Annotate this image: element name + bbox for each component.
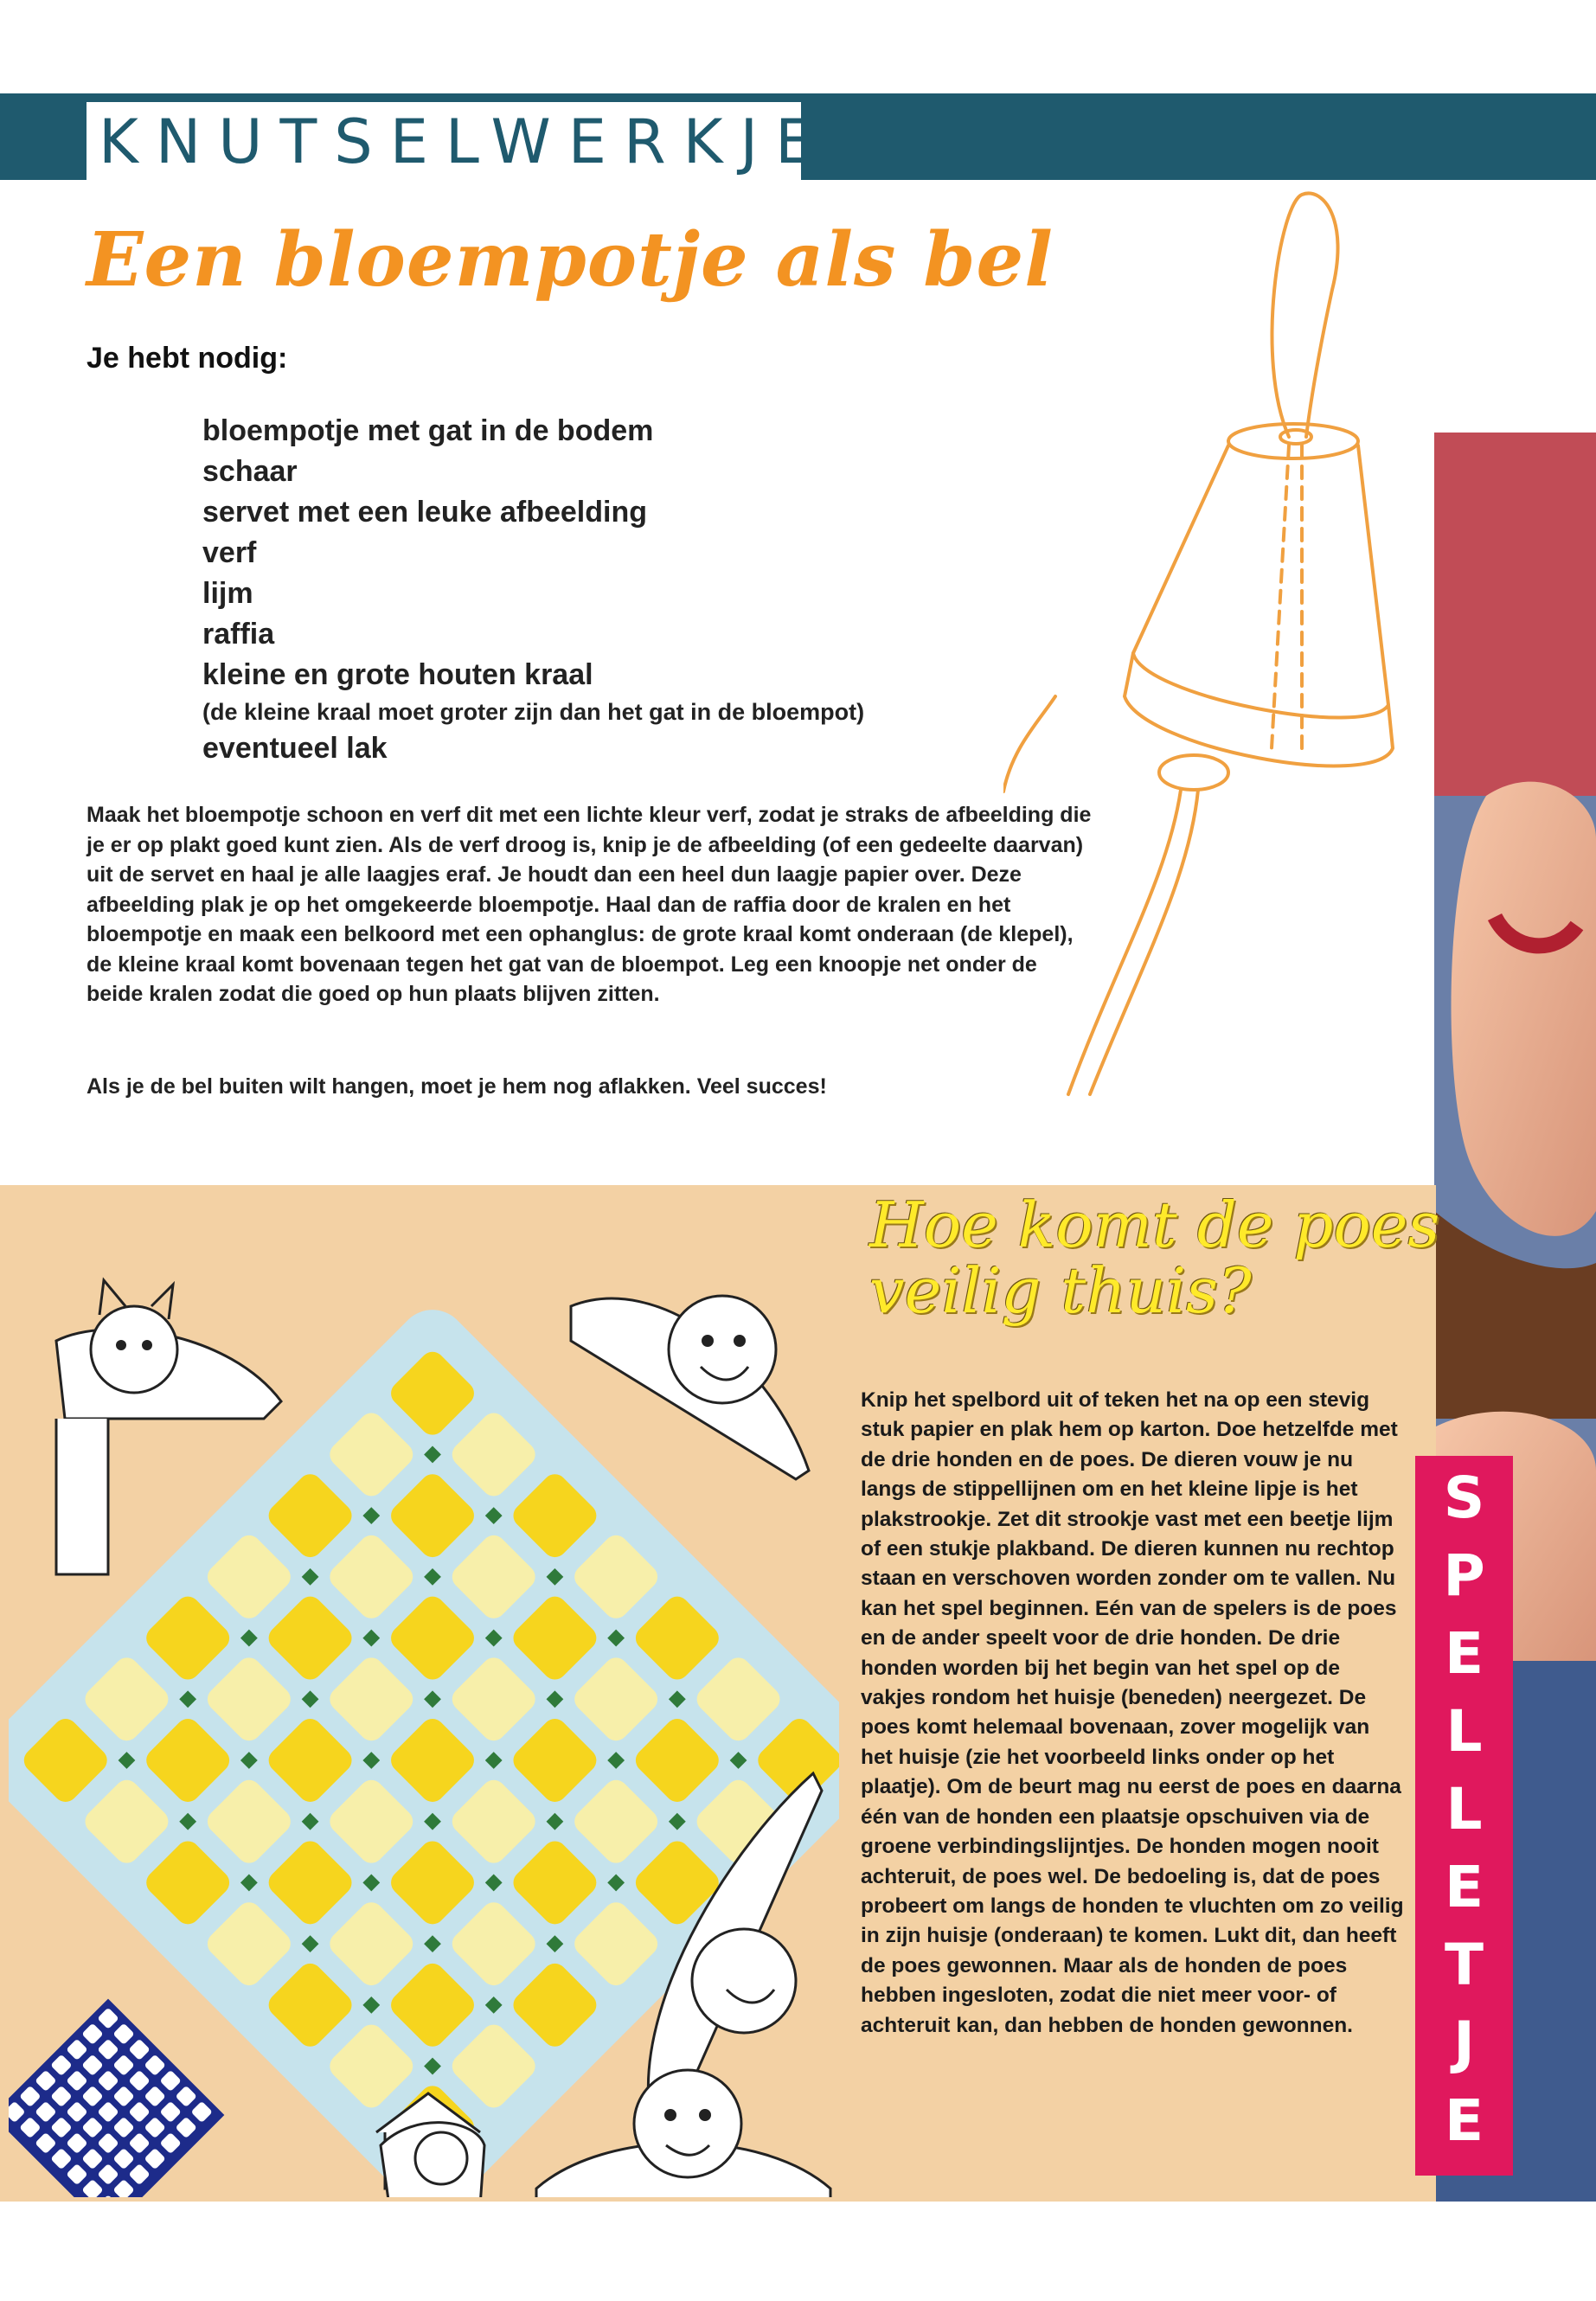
dog-figure-small bbox=[381, 2123, 484, 2197]
craft-closing: Als je de bel buiten wilt hangen, moet je hem nog aflakken. Veel succes! bbox=[87, 1074, 827, 1099]
game-title-line-1: Hoe komt de poes bbox=[869, 1189, 1440, 1261]
tab-letter: L bbox=[1445, 1698, 1483, 1765]
tab-letter: P bbox=[1443, 1542, 1485, 1609]
craft-title: Een bloempotje als bel bbox=[87, 216, 1054, 304]
material-item: schaar bbox=[202, 455, 298, 488]
spelletje-tab bbox=[1415, 1456, 1513, 2176]
bell-wave bbox=[1003, 696, 1055, 792]
game-instructions: Knip het spelbord uit of teken het na op een stevig stuk papier en plak hem op karton. Doe hetzelfde met de drie honden en de poes. De dieren vouw je nu langs de stippellijnen om en het kleine lipje is het plakstrookje. Zet dit strookje vast met een beetje lijm of een stukje plakband. De dieren kunnen nu rechtop staan en verschoven worden zonder om te vallen. Nu kan het spel beginnen. Eén van de spelers is de poes en de ander speelt voor de drie honden. De drie honden worden bij het begin van het spel op de vakjes rondom het huisje (beneden) neergezet. De poes komt helemaal bovenaan, zover mogelijk van het huisje (zie het voorbeeld links onder op het plaatje). Om de beurt mag nu eerst de poes en daarna één van de honden een plaatsje opschuiven via de groene verbindingslijntjes. De honden mogen nooit achteruit, de poes wel. De bedoeling is, dat de poes probeert om langs de honden te vluchten om zo veilig in zijn huisje (onderaan) te komen. Lukt dit, dan heeft de poes gewonnen. Maar als de honden de poes hebben ingesloten, zodat die niet meer voor- of achteruit kan, dan hebben de honden gewonnen. bbox=[861, 1388, 1404, 2037]
material-item: lijm bbox=[202, 577, 253, 610]
bell-illustration bbox=[1003, 186, 1419, 1103]
tab-letter: E bbox=[1444, 2087, 1484, 2154]
dog-figure-top-right bbox=[571, 1296, 809, 1479]
bell-pot-lip bbox=[1125, 653, 1393, 766]
craft-instructions: Maak het bloempotje schoon en verf dit met een lichte kleur verf, zodat je straks de afbeelding die je er op plakt goed kunt zien. Als de verf droog is, knip je de afbeelding (of een gedeelte daarvan) uit de servet en haal je alle laagjes eraf. Je houdt dan een heel dun laagje papier over. Deze afbeelding plak je op het omgekeerde bloempotje. Haal dan de raffia door de kralen en het bloempotje en maak een belkoord met een ophanglus: de grote kraal komt onderaan (de klepel), de kleine kraal komt bovenaan tegen het gat van de bloempot. Leg een knoopje net onder de beide kralen zodat die goed op hun plaats blijven zitten. bbox=[87, 803, 1092, 1006]
game-title bbox=[869, 1189, 1440, 1327]
material-item: raffia bbox=[202, 618, 275, 651]
materials-heading: Je hebt nodig: bbox=[87, 342, 288, 375]
tab-letter: E bbox=[1444, 1854, 1484, 1920]
game-board-illustration bbox=[9, 1194, 839, 2197]
bell-cord bbox=[1068, 790, 1198, 1094]
material-item: kleine en grote houten kraal bbox=[202, 658, 593, 691]
bell-big-bead bbox=[1159, 755, 1228, 790]
material-note: (de kleine kraal moet groter zijn dan het gat in de bloempot) bbox=[202, 699, 865, 725]
example-board bbox=[9, 1999, 224, 2197]
material-item: bloempotje met gat in de bodem bbox=[202, 414, 654, 447]
dog-figure-bottom bbox=[536, 2070, 830, 2197]
material-item: verf bbox=[202, 536, 257, 569]
photo-shirt-top bbox=[1434, 433, 1596, 796]
tab-letter: T bbox=[1444, 1932, 1484, 1998]
photo-face-1 bbox=[1452, 782, 1596, 1236]
material-item: eventueel lak bbox=[202, 732, 388, 765]
bell-handle-stroke bbox=[1272, 193, 1338, 437]
tab-letter: L bbox=[1445, 1776, 1483, 1843]
tab-letter: E bbox=[1444, 1620, 1484, 1687]
material-item: servet met een leuke afbeelding bbox=[202, 496, 647, 529]
tab-letter: J bbox=[1453, 2009, 1475, 2076]
section-label-text: KNUTSELWERKJE bbox=[99, 106, 831, 177]
section-label bbox=[87, 102, 831, 182]
materials-list bbox=[202, 411, 864, 769]
tab-letter: S bbox=[1443, 1465, 1485, 1531]
bell-pot-body bbox=[1133, 445, 1388, 705]
game-title-line-2: veilig thuis? bbox=[869, 1254, 1252, 1327]
